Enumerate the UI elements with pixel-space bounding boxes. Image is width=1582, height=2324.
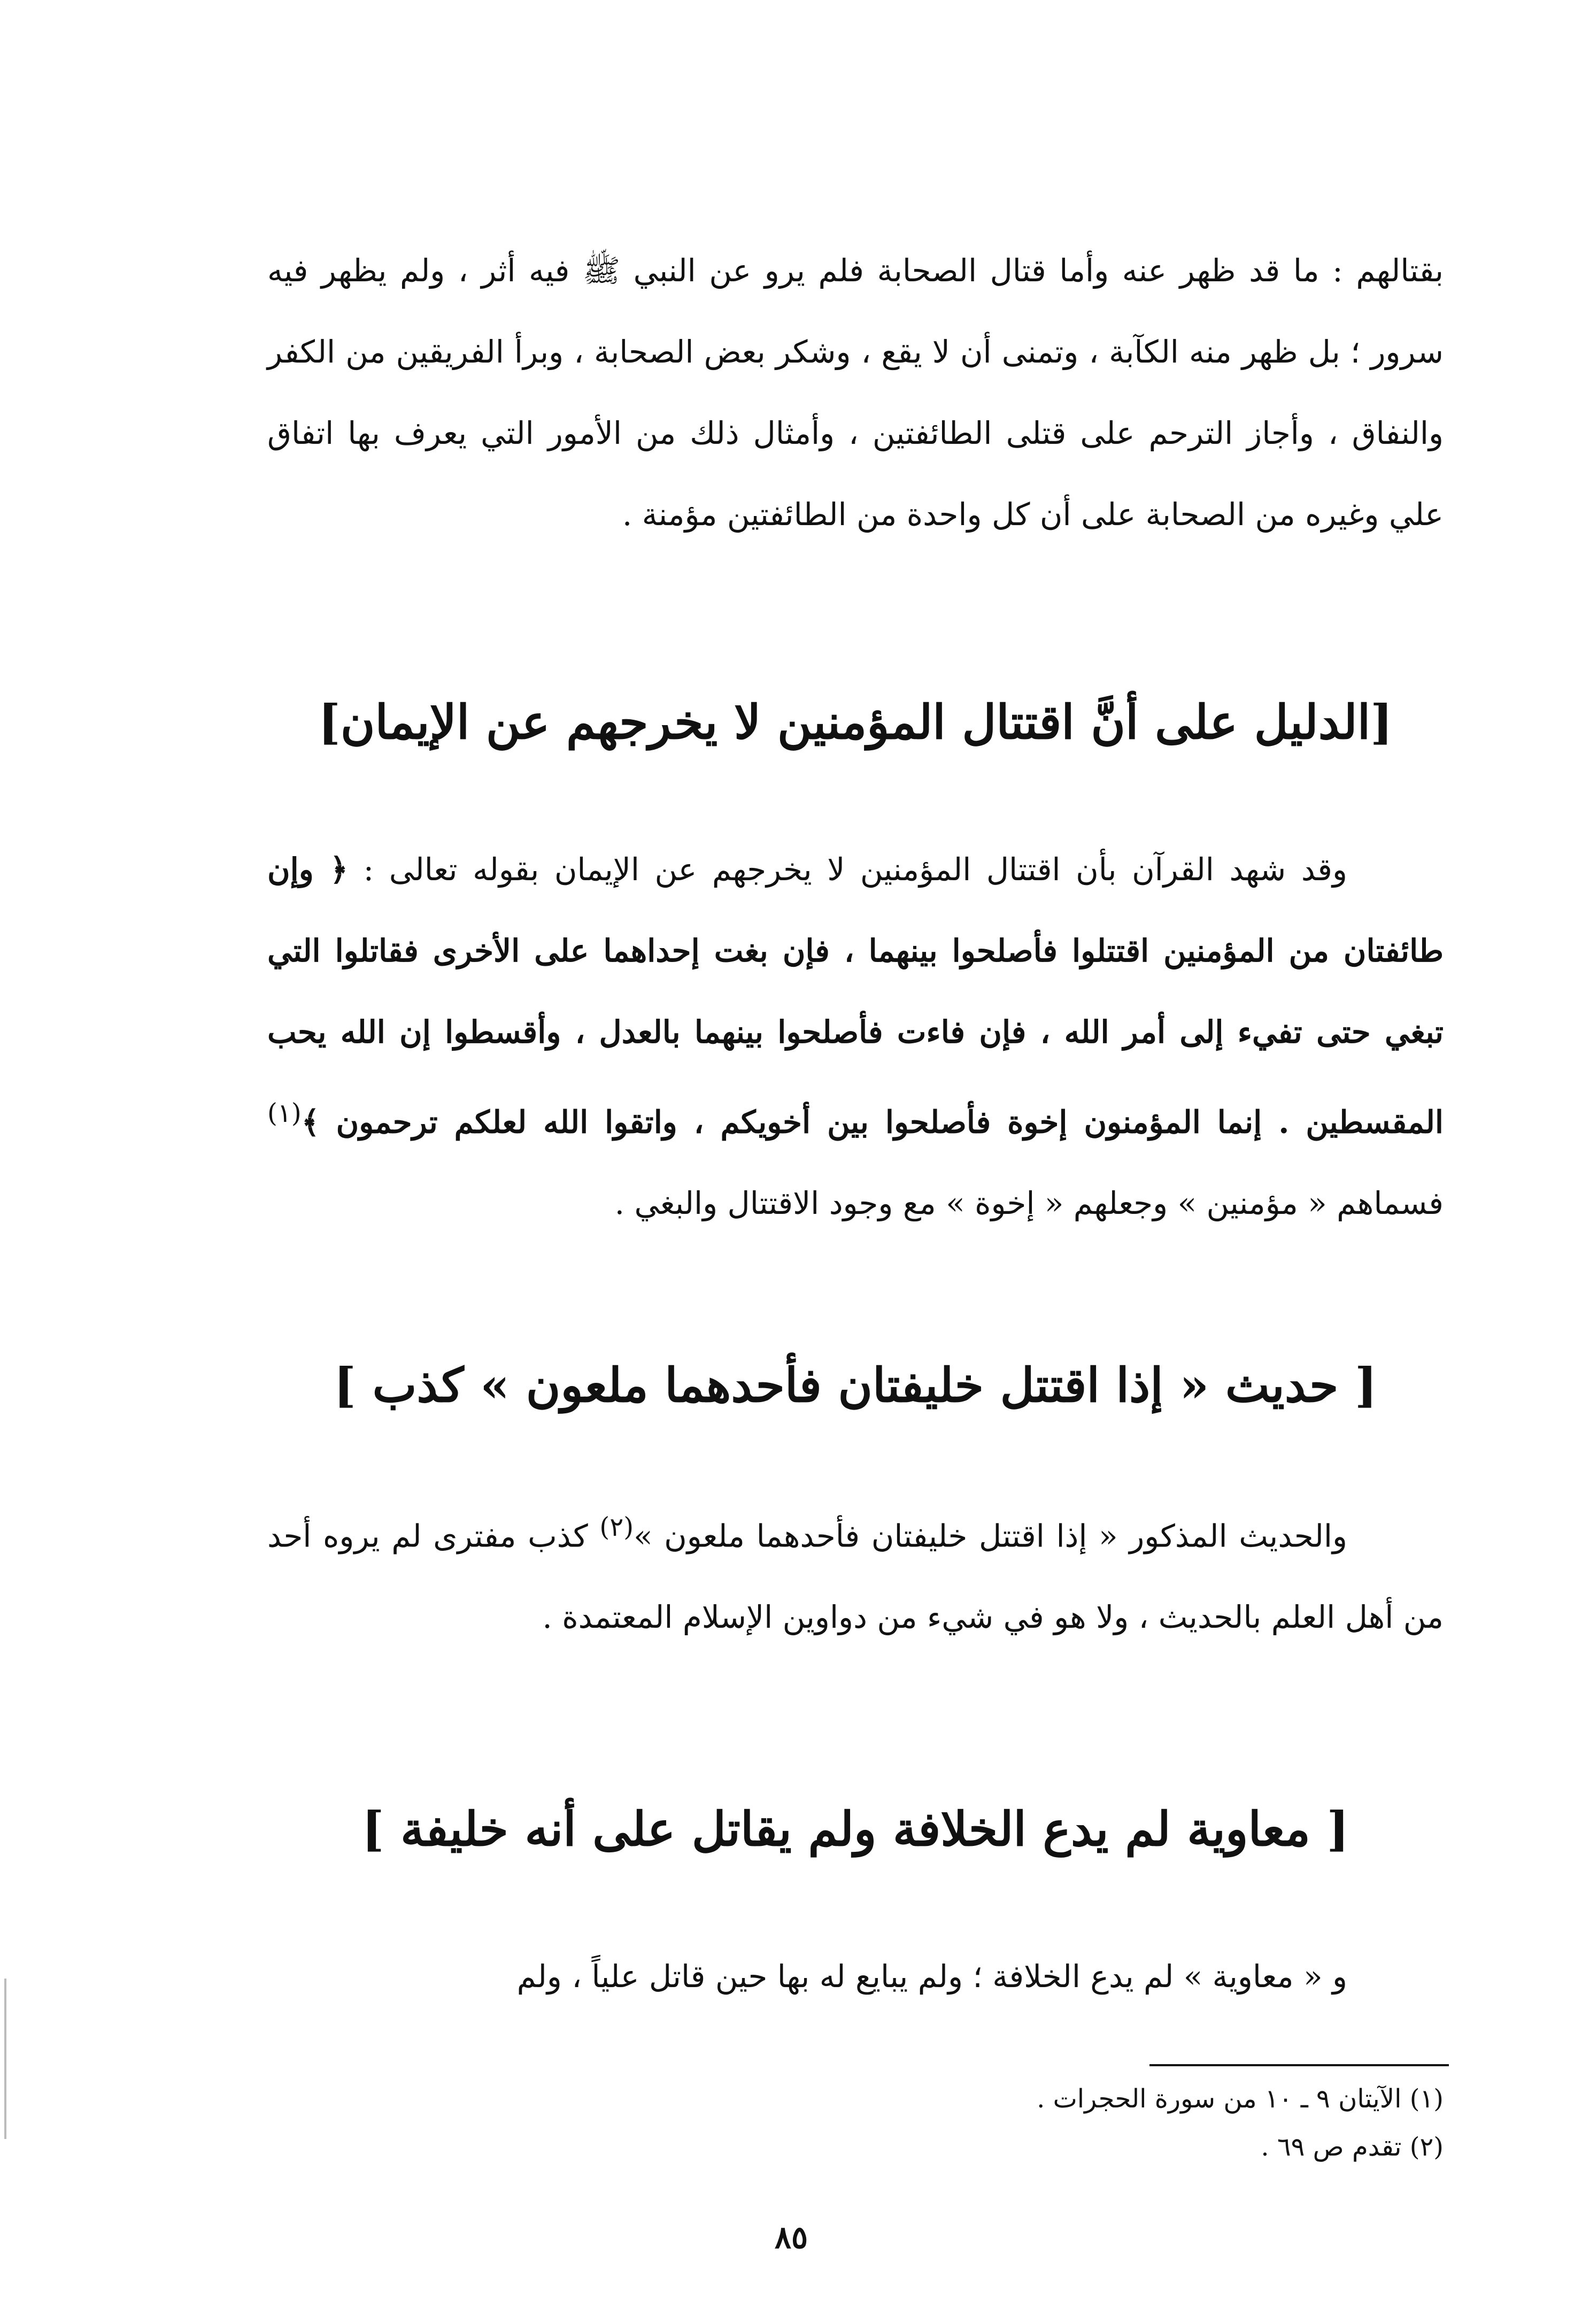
paragraph-2-intro: وقد شهد القرآن بأن اقتتال المؤمنين لا يخرجهم عن الإيمان بقوله تعالى : (348, 851, 1347, 888)
paragraph-2 (267, 829, 1444, 1244)
paragraph-3 (267, 1487, 1444, 1658)
paragraph-2-end: فسماهم « مؤمنين » وجعلهم « إخوة » مع وجود الاقتتال والبغي . (614, 1185, 1444, 1222)
footnote-marker-1: (١) (267, 1098, 302, 1128)
paragraph-block-1 (267, 230, 1444, 555)
footnote-divider (1149, 2064, 1449, 2066)
heading-believers-fighting: [الدليل على أنَّ اقتتال المؤمنين لا يخرجهم عن الإيمان] (318, 694, 1393, 750)
paragraph-3-start: والحديث المذكور « إذا اقتتل خليفتان فأحدهما ملعون » (634, 1518, 1348, 1555)
footnote-1: (١) الآيتان ٩ ـ ١٠ من سورة الحجرات . (1037, 2084, 1444, 2114)
footnote-marker-2: (٢) (599, 1512, 634, 1542)
paragraph-1: بقتالهم : ما قد ظهر عنه وأما قتال الصحابة فلم يرو عن النبي ﷺ فيه أثر ، ولم يظهر فيه سرور ؛ بل ظهر منه الكآبة ، وتمنى أن لا يقع ، وشكر بعض الصحابة ، وبرأ الفريقين من الكفر والنفاق ، وأجاز الترحم على قتلى الطائفتين ، وأمثال ذلك من الأمور التي يعرف بها اتفاق علي وغيره من الصحابة على أن كل واحدة من الطائفتين مؤمنة . (267, 252, 1444, 533)
footnote-2: (٢) تقدم ص ٦٩ . (1261, 2132, 1444, 2162)
paragraph-4: و « معاوية » لم يدع الخلافة ؛ ولم يبايع له بها حين قاتل علياً ، ولم (516, 1958, 1347, 1995)
scan-edge-mark (4, 1979, 6, 2139)
paragraph-block-3 (267, 1487, 1444, 1658)
paragraph-block-4 (267, 1936, 1444, 2017)
quran-verse: ﴿ وإن طائفتان من المؤمنين اقتتلوا فأصلحوا بينهما ، فإن بغت إحداهما على الأخرى فقاتلوا التي تبغي حتى تفيء إلى أمر الله ، فإن فاءت فأصلحوا بينهما بالعدل ، وأقسطوا إن الله يحب المقسطين . إنما المؤمنون إخوة فأصلحوا بين أخويكم ، واتقوا الله لعلكم ترحمون ﴾ (267, 851, 1444, 1141)
heading-hadith-two-caliphs: [ حديث « إذا اقتتل خليفتان فأحدهما ملعون » كذب ] (334, 1357, 1377, 1413)
footnotes (267, 2075, 1444, 2171)
heading-muawiya-caliphate: [ معاوية لم يدع الخلافة ولم يقاتل على أنه خليفة ] (361, 1801, 1349, 1857)
page-number: ٨٥ (774, 2219, 808, 2256)
paragraph-3-end: كذب مفترى لم يروه أحد من أهل العلم بالحديث ، ولا هو في شيء من دواوين الإسلام المعتمدة . (267, 1518, 1444, 1636)
paragraph-block-2 (267, 829, 1444, 1244)
